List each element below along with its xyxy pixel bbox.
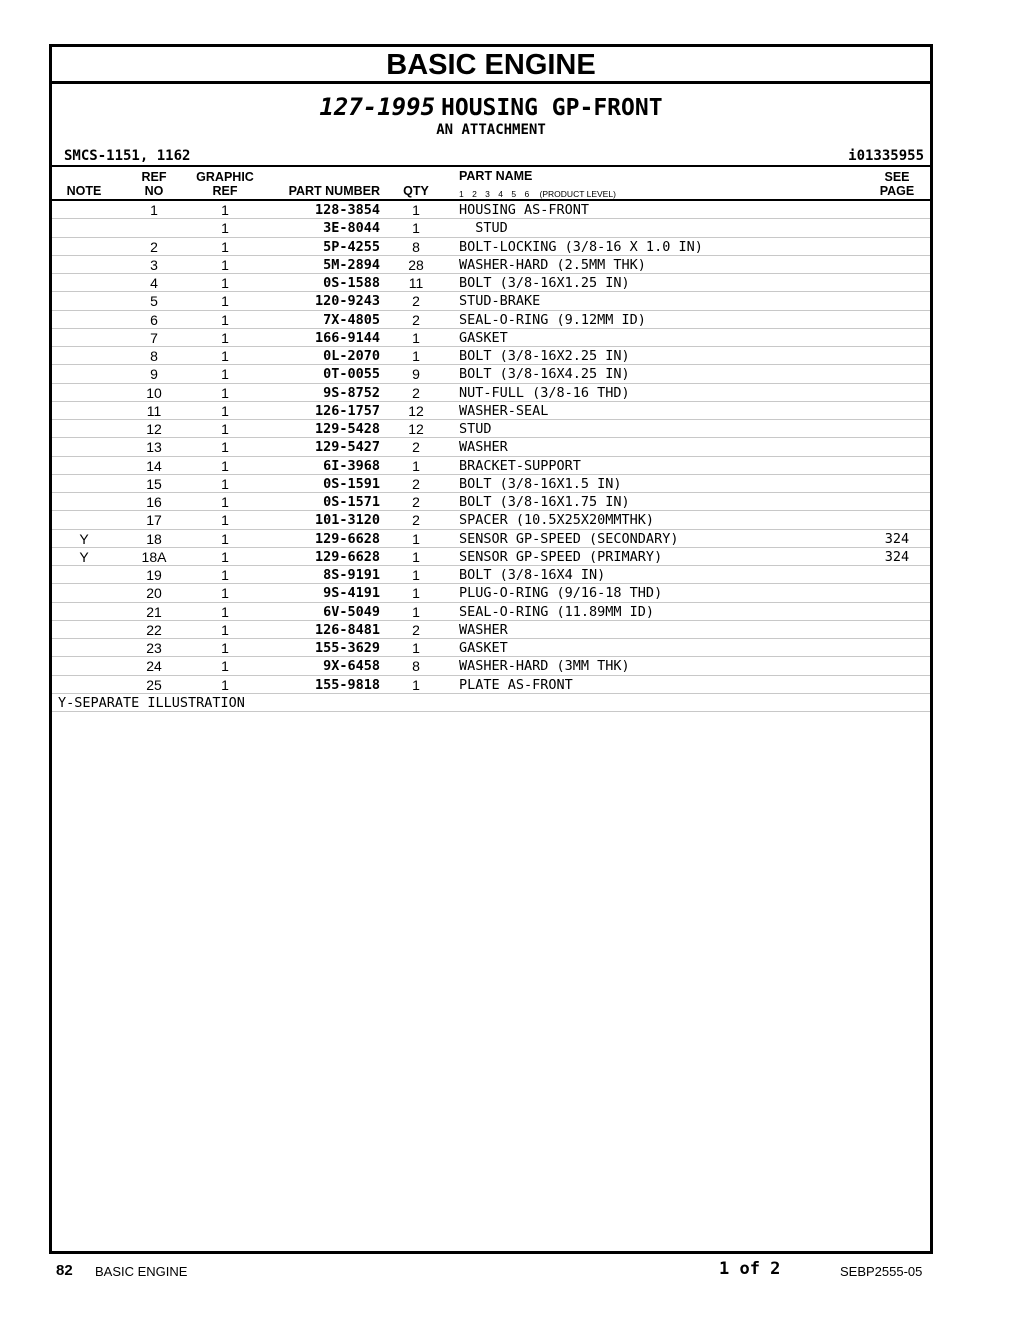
page-number: 82 xyxy=(56,1262,73,1279)
cell-ref-no: 7 xyxy=(150,329,158,346)
cell-part-number: 5M-2894 xyxy=(323,256,380,273)
table-row xyxy=(52,676,930,694)
cell-ref-no: 19 xyxy=(146,567,162,583)
cell-graphic-ref: 1 xyxy=(221,475,229,492)
cell-qty: 1 xyxy=(412,603,420,620)
cell-part-number: 155-9818 xyxy=(314,676,380,693)
cell-graphic-ref: 1 xyxy=(221,494,229,510)
cell-ref-no: 16 xyxy=(146,494,162,510)
cell-graphic-ref: 1 xyxy=(221,585,229,602)
cell-graphic-ref: 1 xyxy=(221,402,229,419)
table-row xyxy=(52,639,930,657)
header-see-line1: SEE xyxy=(884,170,910,184)
table-row xyxy=(52,621,930,639)
cell-part-number: 7X-4805 xyxy=(323,311,380,328)
cell-part-name: BOLT (3/8-16X4 IN) xyxy=(459,567,606,583)
table-row xyxy=(52,311,930,329)
cell-ref-no: 1 xyxy=(150,202,158,218)
cell-part-number: 129-6628 xyxy=(314,530,380,547)
cell-part-name: SPACER (10.5X25X20MMTHK) xyxy=(459,512,655,529)
cell-graphic-ref: 1 xyxy=(221,202,229,218)
table-row xyxy=(52,603,930,621)
cell-graphic-ref: 1 xyxy=(221,256,229,273)
table-row xyxy=(52,365,930,383)
header-graphic-ref xyxy=(192,170,258,198)
cell-graphic-ref: 1 xyxy=(221,658,229,675)
cell-part-name: BRACKET-SUPPORT xyxy=(459,457,581,474)
cell-graphic-ref: 1 xyxy=(221,603,229,620)
cell-graphic-ref: 1 xyxy=(221,329,229,346)
table-row xyxy=(52,657,930,675)
group-name: HOUSING GP-FRONT xyxy=(441,95,663,121)
cell-ref-no: 23 xyxy=(146,640,162,656)
cell-part-name: PLUG-O-RING (9/16-18 THD) xyxy=(459,585,663,602)
cell-part-number: 166-9144 xyxy=(314,329,380,346)
cell-ref-no: 10 xyxy=(146,384,162,401)
table-row xyxy=(52,548,930,566)
table-row xyxy=(52,347,930,365)
cell-part-number: 0S-1571 xyxy=(323,494,380,510)
cell-part-name: NUT-FULL (3/8-16 THD) xyxy=(459,384,630,401)
cell-part-number: 6I-3968 xyxy=(323,457,380,474)
cell-part-number: 0S-1588 xyxy=(323,275,380,291)
cell-part-name: SEAL-O-RING (11.89MM ID) xyxy=(459,603,655,620)
header-product-levels xyxy=(459,187,616,201)
footer-section-name: BASIC ENGINE xyxy=(95,1264,188,1279)
cell-part-name: SENSOR GP-SPEED (PRIMARY) xyxy=(459,548,663,565)
cell-part-name: BOLT (3/8-16X2.25 IN) xyxy=(459,348,630,364)
cell-part-name: BOLT-LOCKING (3/8-16 X 1.0 IN) xyxy=(459,238,703,255)
cell-ref-no: 14 xyxy=(146,457,162,474)
header-part-number: PART NUMBER xyxy=(288,184,380,198)
cell-qty: 11 xyxy=(408,275,424,291)
cell-part-name: BOLT (3/8-16X4.25 IN) xyxy=(459,366,630,383)
table-row xyxy=(52,384,930,402)
cell-part-name: STUD xyxy=(459,421,492,437)
parts-list-frame xyxy=(49,44,933,1254)
cell-graphic-ref: 1 xyxy=(221,348,229,364)
cell-graphic-ref: 1 xyxy=(221,548,229,565)
header-see-line2: PAGE xyxy=(879,184,915,198)
cell-ref-no: 18A xyxy=(141,548,167,565)
sheet-indicator: 1 of 2 xyxy=(719,1259,781,1279)
cell-graphic-ref: 1 xyxy=(221,220,229,237)
cell-note: Y xyxy=(79,548,89,565)
cell-graphic-ref: 1 xyxy=(221,311,229,328)
cell-part-name: SEAL-O-RING (9.12MM ID) xyxy=(459,311,646,328)
cell-qty: 2 xyxy=(412,293,420,310)
cell-ref-no: 22 xyxy=(146,621,162,638)
cell-ref-no: 12 xyxy=(146,421,162,437)
footnote: Y-SEPARATE ILLUSTRATION xyxy=(52,694,930,712)
cell-qty: 1 xyxy=(412,676,420,693)
group-number: 127-1995 xyxy=(319,93,436,121)
cell-ref-no: 25 xyxy=(146,676,162,693)
cell-qty: 1 xyxy=(412,640,420,656)
cell-part-number: 9S-4191 xyxy=(323,585,380,602)
cell-ref-no: 18 xyxy=(146,530,162,547)
cell-part-number: 0S-1591 xyxy=(323,475,380,492)
cell-part-name: BOLT (3/8-16X1.75 IN) xyxy=(459,494,630,510)
header-ref-no xyxy=(134,170,174,198)
table-row xyxy=(52,493,930,511)
cell-qty: 2 xyxy=(412,384,420,401)
table-row xyxy=(52,219,930,237)
cell-qty: 1 xyxy=(412,530,420,547)
header-graphic-line1: GRAPHIC xyxy=(196,170,254,184)
cell-part-number: 8S-9191 xyxy=(323,567,380,583)
cell-part-number: 9X-6458 xyxy=(323,658,380,675)
cell-part-name: STUD xyxy=(459,220,508,237)
cell-qty: 1 xyxy=(412,202,420,218)
header-level-numbers: 1 2 3 4 5 6 xyxy=(459,189,530,199)
smcs-code: SMCS-1151, 1162 xyxy=(64,148,191,164)
cell-part-name: BOLT (3/8-16X1.5 IN) xyxy=(459,475,622,492)
cell-graphic-ref: 1 xyxy=(221,421,229,437)
cell-ref-no: 20 xyxy=(146,585,162,602)
header-ref-line1: REF xyxy=(141,170,167,184)
cell-part-number: 3E-8044 xyxy=(323,220,380,237)
cell-graphic-ref: 1 xyxy=(221,293,229,310)
cell-ref-no: 13 xyxy=(146,439,162,456)
cell-ref-no: 5 xyxy=(150,293,158,310)
cell-part-name: WASHER-SEAL xyxy=(459,402,549,419)
cell-part-name: SENSOR GP-SPEED (SECONDARY) xyxy=(459,530,679,547)
cell-part-name: BOLT (3/8-16X1.25 IN) xyxy=(459,275,630,291)
table-row xyxy=(52,438,930,456)
cell-part-number: 128-3854 xyxy=(314,202,380,218)
cell-part-name: WASHER-HARD (2.5MM THK) xyxy=(459,256,646,273)
cell-part-number: 155-3629 xyxy=(314,640,380,656)
smcs-row xyxy=(52,139,930,167)
table-row xyxy=(52,238,930,256)
table-row xyxy=(52,511,930,529)
cell-part-number: 9S-8752 xyxy=(323,384,380,401)
cell-part-number: 120-9243 xyxy=(314,293,380,310)
cell-ref-no: 6 xyxy=(150,311,158,328)
cell-qty: 1 xyxy=(412,567,420,583)
cell-qty: 8 xyxy=(412,238,420,255)
cell-graphic-ref: 1 xyxy=(221,439,229,456)
cell-qty: 1 xyxy=(412,585,420,602)
cell-part-name: STUD-BRAKE xyxy=(459,293,541,310)
cell-part-name: WASHER xyxy=(459,439,508,456)
cell-ref-no: 4 xyxy=(150,275,158,291)
table-row xyxy=(52,530,930,548)
table-row xyxy=(52,566,930,584)
cell-qty: 8 xyxy=(412,658,420,675)
cell-part-name: WASHER xyxy=(459,621,508,638)
cell-graphic-ref: 1 xyxy=(221,640,229,656)
cell-qty: 28 xyxy=(408,256,424,273)
section-title: BASIC ENGINE xyxy=(52,47,930,84)
cell-graphic-ref: 1 xyxy=(221,457,229,474)
cell-ref-no: 15 xyxy=(146,475,162,492)
cell-ref-no: 8 xyxy=(150,348,158,364)
cell-qty: 12 xyxy=(408,421,424,437)
cell-part-name: WASHER-HARD (3MM THK) xyxy=(459,658,630,675)
cell-ref-no: 24 xyxy=(146,658,162,675)
cell-part-number: 6V-5049 xyxy=(323,603,380,620)
table-row xyxy=(52,457,930,475)
header-qty: QTY xyxy=(403,184,429,198)
header-graphic-line2: REF xyxy=(212,184,238,198)
cell-qty: 9 xyxy=(412,366,420,383)
header-see-page xyxy=(872,170,922,198)
header-note: NOTE xyxy=(66,184,102,198)
cell-graphic-ref: 1 xyxy=(221,238,229,255)
cell-ref-no: 21 xyxy=(146,603,162,620)
cell-graphic-ref: 1 xyxy=(221,512,229,529)
cell-ref-no: 17 xyxy=(146,512,162,529)
cell-part-number: 0L-2070 xyxy=(323,348,380,364)
cell-part-name: PLATE AS-FRONT xyxy=(459,676,573,693)
table-row xyxy=(52,201,930,219)
illustration-id: i01335955 xyxy=(848,148,924,164)
cell-qty: 1 xyxy=(412,329,420,346)
table-row xyxy=(52,292,930,310)
cell-qty: 2 xyxy=(412,311,420,328)
cell-note: Y xyxy=(79,530,89,547)
cell-part-number: 129-6628 xyxy=(314,548,380,565)
cell-part-number: 126-1757 xyxy=(314,402,380,419)
header-product-level: (PRODUCT LEVEL) xyxy=(539,189,616,199)
cell-part-name: GASKET xyxy=(459,329,508,346)
cell-graphic-ref: 1 xyxy=(221,530,229,547)
group-subtitle: AN ATTACHMENT xyxy=(436,122,546,138)
cell-part-number: 129-5428 xyxy=(314,421,380,437)
cell-ref-no: 2 xyxy=(150,238,158,255)
group-title xyxy=(52,93,930,121)
cell-part-name: HOUSING AS-FRONT xyxy=(459,202,590,218)
cell-qty: 2 xyxy=(412,475,420,492)
cell-graphic-ref: 1 xyxy=(221,275,229,291)
table-row xyxy=(52,274,930,292)
cell-see-page: 324 xyxy=(884,548,910,565)
cell-qty: 2 xyxy=(412,494,420,510)
table-row xyxy=(52,584,930,602)
cell-qty: 2 xyxy=(412,621,420,638)
cell-qty: 12 xyxy=(408,402,424,419)
table-row xyxy=(52,256,930,274)
cell-qty: 1 xyxy=(412,548,420,565)
parts-table-body xyxy=(52,201,930,694)
cell-qty: 1 xyxy=(412,348,420,364)
cell-graphic-ref: 1 xyxy=(221,366,229,383)
cell-qty: 1 xyxy=(412,457,420,474)
header-part-name: PART NAME xyxy=(459,169,533,183)
cell-part-number: 0T-0055 xyxy=(323,366,380,383)
cell-graphic-ref: 1 xyxy=(221,621,229,638)
cell-part-number: 129-5427 xyxy=(314,439,380,456)
cell-part-number: 101-3120 xyxy=(314,512,380,529)
cell-graphic-ref: 1 xyxy=(221,384,229,401)
column-header xyxy=(52,167,930,201)
cell-ref-no: 9 xyxy=(150,366,158,383)
document-number: SEBP2555-05 xyxy=(840,1264,923,1279)
cell-part-name: GASKET xyxy=(459,640,508,656)
cell-qty: 2 xyxy=(412,439,420,456)
table-row xyxy=(52,329,930,347)
cell-graphic-ref: 1 xyxy=(221,676,229,693)
cell-graphic-ref: 1 xyxy=(221,567,229,583)
header-ref-line2: NO xyxy=(144,184,164,198)
table-row xyxy=(52,420,930,438)
cell-ref-no: 3 xyxy=(150,256,158,273)
table-row xyxy=(52,402,930,420)
table-row xyxy=(52,475,930,493)
cell-qty: 1 xyxy=(412,220,420,237)
cell-part-number: 5P-4255 xyxy=(323,238,380,255)
cell-part-number: 126-8481 xyxy=(314,621,380,638)
cell-ref-no: 11 xyxy=(146,402,162,419)
cell-see-page: 324 xyxy=(884,530,910,547)
page-footer xyxy=(0,1256,1020,1286)
cell-qty: 2 xyxy=(412,512,420,529)
